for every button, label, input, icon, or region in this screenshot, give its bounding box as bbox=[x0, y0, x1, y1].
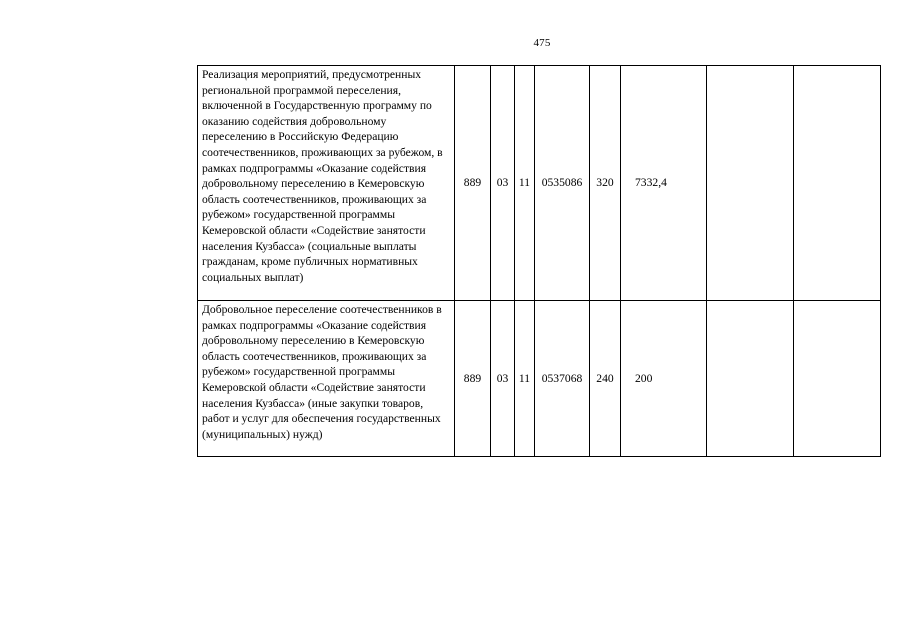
expense-type-code: 320 bbox=[590, 66, 621, 301]
amount: 7332,4 bbox=[621, 66, 707, 301]
ministry-code: 889 bbox=[455, 66, 491, 301]
ministry-code: 889 bbox=[455, 301, 491, 457]
table-row bbox=[198, 66, 881, 301]
empty-cell bbox=[794, 66, 881, 301]
subsection-code: 11 bbox=[515, 301, 535, 457]
budget-table bbox=[197, 65, 881, 457]
page-number: 475 bbox=[533, 37, 551, 49]
table-row bbox=[198, 301, 881, 457]
target-article-code: 0535086 bbox=[535, 66, 590, 301]
empty-cell bbox=[707, 66, 794, 301]
row-description: Реализация мероприятий, предусмотренных региональной программой переселения, включенной в Государственную программу по оказанию содействия добровольному переселению в Российскую Федерацию соотечественников, проживающих за рубежом, в рамках подпрограммы «Оказание содействия добровольному переселению в Кемеровскую область соотечественников, проживающих за рубежом» государственной программы Кемеровской области «Содействие занятости населения Кузбасса» (социальные выплаты гражданам, кроме публичных нормативных социальных выплат) bbox=[198, 66, 455, 301]
subsection-code: 11 bbox=[515, 66, 535, 301]
row-description: Добровольное переселение соотечественников в рамках подпрограммы «Оказание содействия добровольному переселению в Кемеровскую область соотечественников, проживающих за рубежом» государственной программы Кемеровской области «Содействие занятости населения Кузбасса» (иные закупки товаров, работ и услуг для обеспечения государственных (муниципальных) нужд) bbox=[198, 301, 455, 457]
target-article-code: 0537068 bbox=[535, 301, 590, 457]
empty-cell bbox=[794, 301, 881, 457]
empty-cell bbox=[707, 301, 794, 457]
section-code: 03 bbox=[491, 301, 515, 457]
section-code: 03 bbox=[491, 66, 515, 301]
expense-type-code: 240 bbox=[590, 301, 621, 457]
amount: 200 bbox=[621, 301, 707, 457]
